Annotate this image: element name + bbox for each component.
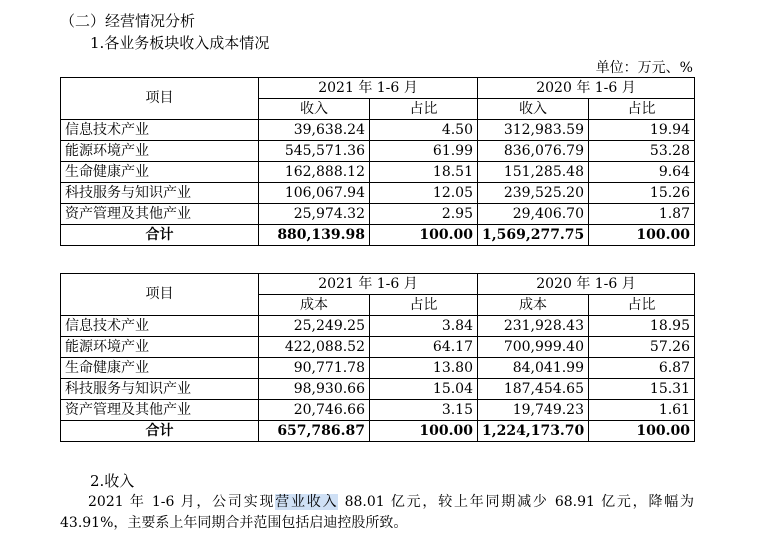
table-row <box>61 162 695 183</box>
share-2020: 1.87 <box>589 204 695 225</box>
unit-label: 单位：万元、% <box>595 60 693 76</box>
share-2020: 15.26 <box>589 183 695 204</box>
table-row <box>61 141 695 162</box>
table-row <box>61 400 695 421</box>
share-2021: 15.04 <box>370 379 478 400</box>
value-2021: 422,088.52 <box>259 337 370 358</box>
col-header-share-2020: 占比 <box>589 99 695 120</box>
value-2021: 880,139.98 <box>259 225 370 246</box>
share-2020: 19.94 <box>589 120 695 141</box>
col-header-value-2020: 成本 <box>478 295 589 316</box>
row-label: 能源环境产业 <box>61 141 259 162</box>
share-2021: 3.15 <box>370 400 478 421</box>
row-label: 资产管理及其他产业 <box>61 400 259 421</box>
row-label: 合计 <box>61 225 259 246</box>
table-row <box>61 337 695 358</box>
share-2020: 9.64 <box>589 162 695 183</box>
row-label: 信息技术产业 <box>61 316 259 337</box>
value-2020: 700,999.40 <box>478 337 589 358</box>
row-label: 科技服务与知识产业 <box>61 183 259 204</box>
row-label: 生命健康产业 <box>61 162 259 183</box>
value-2021: 39,638.24 <box>259 120 370 141</box>
cost-table <box>60 273 695 442</box>
sub-heading: 1.各业务板块收入成本情况 <box>90 34 270 52</box>
share-2021: 64.17 <box>370 337 478 358</box>
share-2020: 1.61 <box>589 400 695 421</box>
period-header-2020: 2020 年 1-6 月 <box>478 274 695 295</box>
value-2021: 25,249.25 <box>259 316 370 337</box>
share-2021: 18.51 <box>370 162 478 183</box>
share-2021: 61.99 <box>370 141 478 162</box>
share-2021: 2.95 <box>370 204 478 225</box>
share-2021: 100.00 <box>370 421 478 442</box>
row-label: 科技服务与知识产业 <box>61 379 259 400</box>
value-2020: 239,525.20 <box>478 183 589 204</box>
value-2020: 312,983.59 <box>478 120 589 141</box>
value-2021: 657,786.87 <box>259 421 370 442</box>
value-2021: 20,746.66 <box>259 400 370 421</box>
value-2021: 98,930.66 <box>259 379 370 400</box>
col-header-share-2021: 占比 <box>370 99 478 120</box>
share-2021: 12.05 <box>370 183 478 204</box>
value-2020: 29,406.70 <box>478 204 589 225</box>
para-line-2: 43.91%，主要系上年同期合并范围包括启迪控股所致。 <box>60 515 408 531</box>
period-header-2021: 2021 年 1-6 月 <box>259 274 478 295</box>
table-row <box>61 316 695 337</box>
value-2021: 90,771.78 <box>259 358 370 379</box>
value-2020: 836,076.79 <box>478 141 589 162</box>
share-2020: 53.28 <box>589 141 695 162</box>
row-label: 信息技术产业 <box>61 120 259 141</box>
share-2020: 18.95 <box>589 316 695 337</box>
share-2020: 15.31 <box>589 379 695 400</box>
value-2021: 25,974.32 <box>259 204 370 225</box>
item-header: 项目 <box>61 274 259 316</box>
table-row <box>61 358 695 379</box>
table-row <box>61 379 695 400</box>
value-2020: 151,285.48 <box>478 162 589 183</box>
row-label: 生命健康产业 <box>61 358 259 379</box>
period-header-2020: 2020 年 1-6 月 <box>478 78 695 99</box>
revenue-paragraph <box>60 492 694 534</box>
row-label: 能源环境产业 <box>61 337 259 358</box>
share-2020: 100.00 <box>589 421 695 442</box>
share-2020: 57.26 <box>589 337 695 358</box>
col-header-value-2021: 成本 <box>259 295 370 316</box>
total-row <box>61 421 695 442</box>
share-2021: 13.80 <box>370 358 478 379</box>
para-text-after: 88.01 亿元，较上年同期减少 68.91 亿元，降幅为 <box>338 494 694 510</box>
share-2021: 4.50 <box>370 120 478 141</box>
value-2020: 1,224,173.70 <box>478 421 589 442</box>
value-2021: 545,571.36 <box>259 141 370 162</box>
value-2020: 84,041.99 <box>478 358 589 379</box>
row-label: 合计 <box>61 421 259 442</box>
revenue-heading: 2.收入 <box>90 472 135 490</box>
value-2020: 187,454.65 <box>478 379 589 400</box>
value-2021: 106,067.94 <box>259 183 370 204</box>
revenue-table <box>60 77 695 246</box>
value-2020: 19,749.23 <box>478 400 589 421</box>
row-label: 资产管理及其他产业 <box>61 204 259 225</box>
para-text-before: 2021 年 1-6 月，公司实现 <box>88 494 276 510</box>
col-header-value-2021: 收入 <box>259 99 370 120</box>
table-row <box>61 204 695 225</box>
value-2020: 231,928.43 <box>478 316 589 337</box>
col-header-share-2021: 占比 <box>370 295 478 316</box>
table-row <box>61 120 695 141</box>
total-row <box>61 225 695 246</box>
item-header: 项目 <box>61 78 259 120</box>
period-header-2021: 2021 年 1-6 月 <box>259 78 478 99</box>
col-header-value-2020: 收入 <box>478 99 589 120</box>
col-header-share-2020: 占比 <box>589 295 695 316</box>
table-row <box>61 183 695 204</box>
share-2020: 100.00 <box>589 225 695 246</box>
share-2021: 3.84 <box>370 316 478 337</box>
section-heading: （二）经营情况分析 <box>60 12 196 30</box>
share-2021: 100.00 <box>370 225 478 246</box>
highlighted-term: 营业收入 <box>275 494 339 510</box>
share-2020: 6.87 <box>589 358 695 379</box>
value-2021: 162,888.12 <box>259 162 370 183</box>
value-2020: 1,569,277.75 <box>478 225 589 246</box>
